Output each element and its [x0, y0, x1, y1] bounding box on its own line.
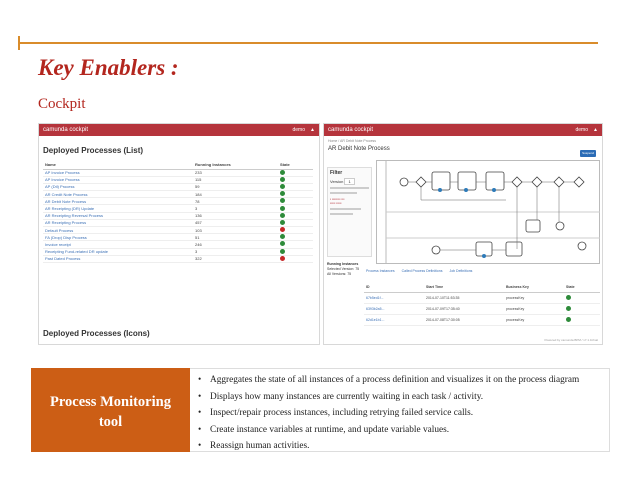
running-count: 233: [193, 169, 278, 176]
user-menu[interactable]: demo: [575, 127, 588, 133]
business-key: processKey: [504, 292, 564, 303]
table-row[interactable]: [43, 176, 313, 183]
process-monitoring-label: [31, 368, 190, 452]
state-indicator-icon: [280, 206, 285, 211]
process-name-link[interactable]: AP (Dtl) Process: [43, 183, 193, 190]
state-cell: [278, 219, 313, 226]
process-definition-screenshot: [323, 123, 603, 345]
state-indicator-icon: [566, 317, 571, 322]
process-name-link[interactable]: AR Credit Note Process: [43, 191, 193, 198]
slide-subtitle: Cockpit: [38, 96, 86, 112]
process-name-link[interactable]: Past Dated Process: [43, 255, 193, 262]
state-indicator-icon: [280, 220, 285, 225]
table-row[interactable]: [43, 212, 313, 219]
running-count: 457: [193, 219, 278, 226]
col-state: State: [564, 282, 600, 292]
state-cell: [278, 198, 313, 205]
running-count: 3: [193, 205, 278, 212]
running-count: 51: [193, 234, 278, 241]
list-item: • Create instance variables at runtime, and update variable values.: [198, 424, 450, 435]
state-indicator-icon: [280, 234, 285, 239]
table-row[interactable]: [43, 248, 313, 255]
state-indicator-icon: [280, 227, 285, 232]
table-row[interactable]: [43, 219, 313, 226]
table-row[interactable]: [43, 234, 313, 241]
running-selected: Selected Version: 75: [327, 267, 360, 271]
instance-id-link[interactable]: 67b5ed1f...: [364, 292, 424, 303]
caret-icon[interactable]: ▲: [310, 127, 315, 133]
state-indicator-icon: [280, 170, 285, 175]
col-start-time: Start Time: [424, 282, 504, 292]
process-name-link[interactable]: Invoice receipt: [43, 241, 193, 248]
suspend-button[interactable]: Suspend: [580, 150, 596, 157]
user-menu[interactable]: demo: [292, 127, 305, 133]
process-name-link[interactable]: AR Receipting (DR) Update: [43, 205, 193, 212]
deployed-processes-screenshot: [38, 123, 320, 345]
state-indicator-icon: [280, 184, 285, 189]
filter-title: Filter: [330, 170, 343, 176]
process-name-link[interactable]: AR Receipting Reversal Process: [43, 212, 193, 219]
col-name: Name: [43, 161, 193, 169]
instance-id-link[interactable]: 6393b2a5...: [364, 303, 424, 314]
slide-title: Key Enablers :: [38, 55, 179, 80]
label-line-2: tool: [98, 414, 123, 430]
col-business-key: Business Key: [504, 282, 564, 292]
table-row[interactable]: [43, 241, 313, 248]
state-cell: [278, 176, 313, 183]
table-row[interactable]: [43, 255, 313, 262]
state-cell: [278, 234, 313, 241]
filter-panel: Filter Version 1 ▪ ▪▪▪▪▪▪▪▪ ▪▪▪ ▪▪▪▪▪ ▪▪▪▪▪: [327, 167, 372, 257]
breadcrumb[interactable]: Home / AR Debit Note Process: [328, 139, 377, 143]
deployed-list-heading: Deployed Processes (List): [43, 146, 144, 155]
state-indicator-icon: [280, 198, 285, 203]
state-indicator-icon: [566, 295, 571, 300]
state-cell: [278, 227, 313, 234]
process-name-link[interactable]: AP Invoice Process: [43, 169, 193, 176]
cockpit-brand: camunda cockpit: [328, 127, 374, 133]
instance-id-link[interactable]: 62d1e1b1...: [364, 314, 424, 325]
list-item: • Inspect/repair process instances, including retrying failed service calls.: [198, 408, 474, 419]
col-running: Running Instances: [193, 161, 278, 169]
start-time: 2014-07-10T11:53:35: [424, 292, 504, 303]
instance-tabs: [366, 269, 478, 273]
running-count: 322: [193, 255, 278, 262]
process-name-link[interactable]: FA (Drop) Disp Process: [43, 234, 193, 241]
table-row[interactable]: [364, 292, 600, 303]
state-indicator-icon: [280, 249, 285, 254]
running-count: 136: [193, 212, 278, 219]
running-label: Running Instances: [327, 262, 359, 266]
state-cell: [278, 191, 313, 198]
top-divider: [20, 42, 598, 44]
powered-by: Powered by camunda BPM / v7.1.0-final: [544, 338, 598, 342]
state-indicator-icon: [280, 177, 285, 182]
version-label: Version: [330, 179, 344, 184]
state-cell: [278, 248, 313, 255]
process-name-link[interactable]: AP Invoice Process: [43, 176, 193, 183]
col-state: State: [278, 161, 313, 169]
running-count: 3: [193, 248, 278, 255]
state-indicator-icon: [566, 306, 571, 311]
table-row[interactable]: [364, 314, 600, 325]
process-instances-table: [364, 282, 600, 326]
deployed-icons-heading: Deployed Processes (Icons): [43, 329, 150, 338]
features-list: [190, 368, 610, 452]
state-cell: [278, 169, 313, 176]
table-row[interactable]: [43, 205, 313, 212]
table-row[interactable]: [43, 198, 313, 205]
cockpit-header: [39, 124, 319, 136]
table-row[interactable]: [43, 227, 313, 234]
state-cell: [278, 183, 313, 190]
process-name-link[interactable]: AR Receipting Process: [43, 219, 193, 226]
state-indicator-icon: [280, 241, 285, 246]
running-count: 78: [193, 198, 278, 205]
tab-process-instances[interactable]: Process Instances: [366, 269, 395, 273]
business-key: processKey: [504, 314, 564, 325]
running-count: 184: [193, 191, 278, 198]
process-name-link[interactable]: AR Debit Note Process: [43, 198, 193, 205]
label-line-1: Process Monitoring: [50, 394, 171, 410]
running-count: 103: [193, 227, 278, 234]
table-row[interactable]: [43, 183, 313, 190]
tab-called-definitions[interactable]: Called Process Definitions: [401, 269, 443, 273]
version-select[interactable]: 1: [344, 178, 354, 185]
bpmn-diagram[interactable]: [376, 160, 600, 264]
running-all: All Versions: 75: [327, 272, 352, 276]
business-key: processKey: [504, 303, 564, 314]
start-time: 2014-07-09T17:35:40: [424, 303, 504, 314]
state-indicator-icon: [280, 256, 285, 261]
process-name-link[interactable]: Default Process: [43, 227, 193, 234]
list-item: • Displays how many instances are currently waiting in each task / activity.: [198, 391, 484, 402]
state-cell: [564, 292, 600, 303]
process-name-link[interactable]: Receipting Fund-related DR update: [43, 248, 193, 255]
table-row[interactable]: [43, 169, 313, 176]
state-cell: [564, 314, 600, 325]
state-cell: [278, 212, 313, 219]
cockpit-brand: camunda cockpit: [43, 127, 89, 133]
table-row[interactable]: [364, 303, 600, 314]
state-cell: [564, 303, 600, 314]
state-cell: [278, 241, 313, 248]
process-title: AR Debit Note Process: [328, 146, 390, 152]
table-row[interactable]: [43, 191, 313, 198]
running-count: 115: [193, 176, 278, 183]
state-cell: [278, 205, 313, 212]
state-indicator-icon: [280, 213, 285, 218]
start-time: 2014-07-08T17:30:05: [424, 314, 504, 325]
caret-icon[interactable]: ▲: [593, 127, 598, 133]
running-count: 59: [193, 183, 278, 190]
running-count: 246: [193, 241, 278, 248]
cockpit-header: [324, 124, 602, 136]
deployed-processes-table: [43, 161, 313, 263]
state-cell: [278, 255, 313, 262]
list-item: • Aggregates the state of all instances of a process definition and visualizes it on the process diagram: [198, 375, 580, 385]
state-indicator-icon: [280, 191, 285, 196]
list-item: • Reassign human activities.: [198, 441, 310, 452]
col-id: ID: [364, 282, 424, 292]
tab-job-definitions[interactable]: Job Definitions: [449, 269, 473, 273]
